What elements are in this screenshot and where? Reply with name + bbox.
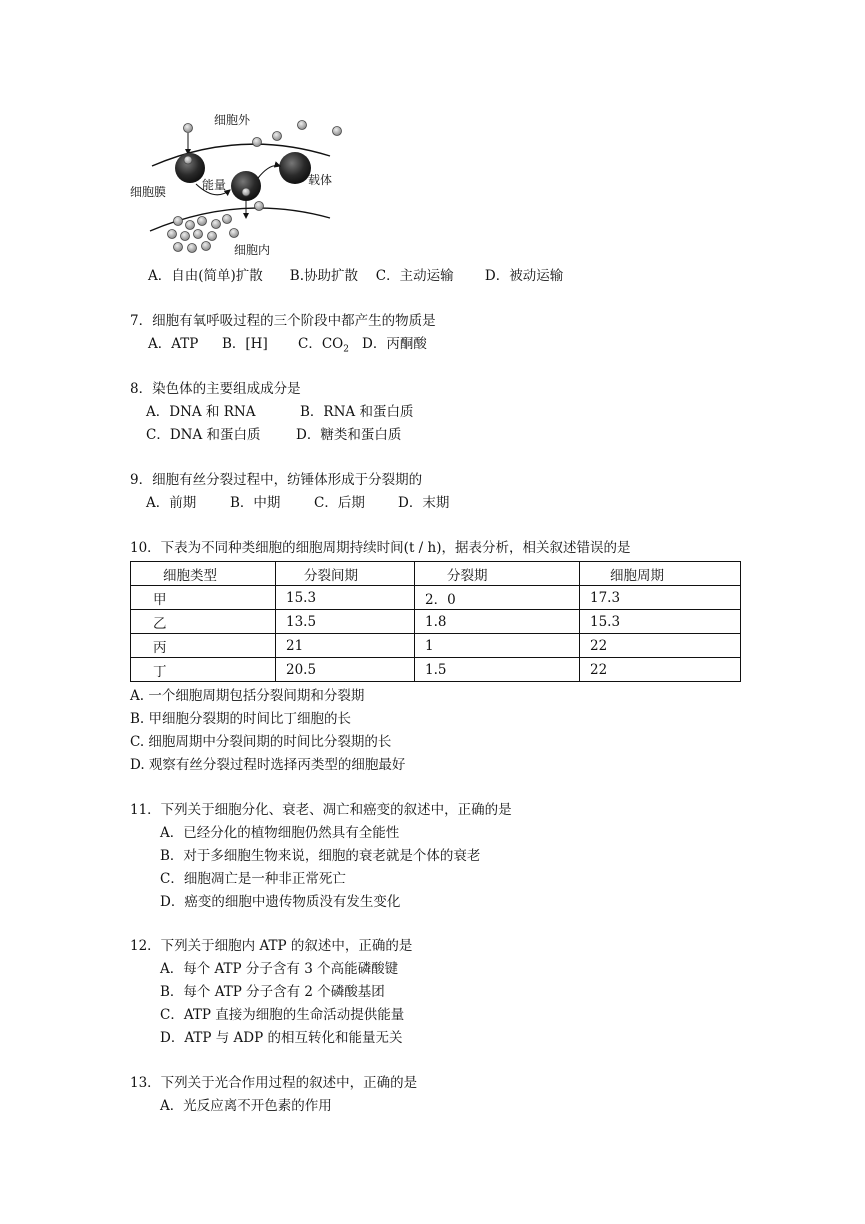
table-cell: 22 <box>580 634 741 658</box>
q7-option-c-text: C．CO <box>298 336 344 352</box>
cell-cycle-table <box>130 561 741 682</box>
q12-option-d: D．ATP 与 ADP 的相互转化和能量无关 <box>160 1030 403 1046</box>
table-cell: 20.5 <box>276 658 415 682</box>
q9-option-d: D．末期 <box>398 495 450 511</box>
q8-option-b: B．RNA 和蛋白质 <box>300 404 414 420</box>
label-membrane: 细胞膜 <box>130 185 167 199</box>
table-row <box>131 586 741 610</box>
table-cell: 丁 <box>131 658 276 682</box>
label-inside: 细胞内 <box>234 243 271 257</box>
q8-stem: 8．染色体的主要组成成分是 <box>130 381 301 397</box>
q10-option-c: C. 细胞周期中分裂间期的时间比分裂期的长 <box>130 734 392 750</box>
q11-option-c: C．细胞凋亡是一种非正常死亡 <box>160 871 346 887</box>
label-carrier: 载体 <box>308 173 333 187</box>
label-outside: 细胞外 <box>214 113 251 127</box>
q10-stem: 10．下表为不同种类细胞的细胞周期持续时间(t / h)，据表分析，相关叙述错误的是 <box>130 540 631 556</box>
q8-option-a: A．DNA 和 RNA <box>146 404 256 420</box>
table-cell: 丙 <box>131 634 276 658</box>
table-cell: 15.3 <box>276 586 415 610</box>
carrier-right <box>279 152 311 184</box>
q10-option-b: B. 甲细胞分裂期的时间比丁细胞的长 <box>130 711 352 727</box>
q13-stem: 13．下列关于光合作用过程的叙述中，正确的是 <box>130 1075 418 1091</box>
q9-option-b: B．中期 <box>230 495 281 511</box>
q12-option-b: B．每个 ATP 分子含有 2 个磷酸基团 <box>160 984 385 1000</box>
q10-option-d: D. 观察有丝分裂过程时选择丙类型的细胞最好 <box>130 757 406 773</box>
table-header-cell: 分裂期 <box>415 562 580 586</box>
q11-option-b: B．对于多细胞生物来说，细胞的衰老就是个体的衰老 <box>160 848 481 864</box>
q9-option-a: A．前期 <box>146 495 197 511</box>
q7-option-d: D．丙酮酸 <box>362 336 427 352</box>
q11-option-a: A．已经分化的植物细胞仍然具有全能性 <box>160 825 400 841</box>
table-cell: 17.3 <box>580 586 741 610</box>
table-cell: 1.5 <box>415 658 580 682</box>
q7-option-a: A．ATP <box>148 336 199 352</box>
table-header-cell: 细胞周期 <box>580 562 741 586</box>
q6-options: A．自由(简单)扩散 B.协助扩散 C．主动运输 D．被动运输 <box>148 268 564 284</box>
table-cell: 1 <box>415 634 580 658</box>
table-cell: 2．0 <box>415 586 580 610</box>
carrier-middle <box>231 171 261 201</box>
q8-option-c: C．DNA 和蛋白质 <box>146 427 261 443</box>
label-energy: 能量 <box>202 178 227 192</box>
q7-stem: 7．细胞有氧呼吸过程的三个阶段中都产生的物质是 <box>130 313 436 329</box>
table-cell: 22 <box>580 658 741 682</box>
q9-option-c: C．后期 <box>314 495 365 511</box>
q12-stem: 12．下列关于细胞内 ATP 的叙述中，正确的是 <box>130 938 413 954</box>
table-cell: 甲 <box>131 586 276 610</box>
q10-option-a: A. 一个细胞周期包括分裂间期和分裂期 <box>130 688 365 704</box>
table-header-cell: 分裂间期 <box>276 562 415 586</box>
q7-option-c <box>298 335 349 359</box>
table-header-row <box>131 562 741 586</box>
table-cell: 13.5 <box>276 610 415 634</box>
membrane-transport-figure <box>130 108 345 260</box>
q9-stem: 9．细胞有丝分裂过程中，纺锤体形成于分裂期的 <box>130 472 423 488</box>
table-row <box>131 658 741 682</box>
table-cell: 1.8 <box>415 610 580 634</box>
q11-stem: 11．下列关于细胞分化、衰老、凋亡和癌变的叙述中，正确的是 <box>130 802 512 818</box>
q12-option-c: C．ATP 直接为细胞的生命活动提供能量 <box>160 1007 405 1023</box>
q7-option-c-subscript: 2 <box>343 344 349 355</box>
table-cell: 15.3 <box>580 610 741 634</box>
table-cell: 21 <box>276 634 415 658</box>
table-header-cell: 细胞类型 <box>131 562 276 586</box>
q7-option-b: B．[H] <box>222 336 268 352</box>
q11-option-d: D．癌变的细胞中遗传物质没有发生变化 <box>160 894 401 910</box>
q8-option-d: D．糖类和蛋白质 <box>296 427 402 443</box>
q12-option-a: A．每个 ATP 分子含有 3 个高能磷酸键 <box>160 961 399 977</box>
table-cell: 乙 <box>131 610 276 634</box>
table-row <box>131 634 741 658</box>
q13-option-a: A．光反应离不开色素的作用 <box>160 1098 332 1114</box>
table-row <box>131 610 741 634</box>
